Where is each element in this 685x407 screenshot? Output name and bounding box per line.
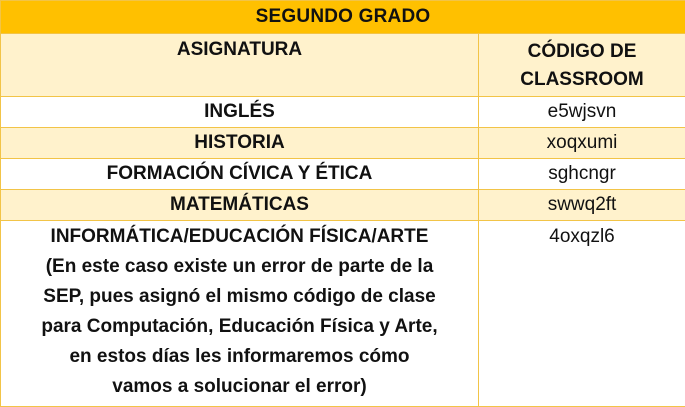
subject-cell-historia: HISTORIA (1, 128, 479, 159)
title-row (1, 1, 685, 34)
grade-title: SEGUNDO GRADO (1, 1, 685, 34)
subject-cell-informatica (1, 221, 479, 407)
code-cell-historia: xoqxumi (479, 128, 685, 159)
code-header-line-2: CLASSROOM (479, 66, 685, 94)
table-row (1, 159, 685, 190)
error-note-line-1: (En este caso existe un error de parte de la (1, 252, 478, 282)
error-note-line-3: para Computación, Educación Física y Arte, (1, 312, 478, 342)
code-cell-ingles: e5wjsvn (479, 97, 685, 128)
code-cell-informatica: 4oxqzl6 (479, 221, 685, 407)
header-row (1, 34, 685, 97)
error-note-line-4: en estos días les informaremos cómo (1, 342, 478, 372)
subject-cell-matematicas: MATEMÁTICAS (1, 190, 479, 221)
table-row (1, 221, 685, 407)
table-row (1, 128, 685, 159)
code-header-line-1: CÓDIGO DE (479, 38, 685, 66)
table-row (1, 190, 685, 221)
error-note-line-2: SEP, pues asignó el mismo código de clase (1, 282, 478, 312)
subject-column-header: ASIGNATURA (1, 34, 479, 97)
table-row (1, 97, 685, 128)
error-note-line-5: vamos a solucionar el error) (1, 372, 478, 402)
code-cell-civica: sghcngr (479, 159, 685, 190)
code-cell-matematicas: swwq2ft (479, 190, 685, 221)
code-column-header (479, 34, 685, 97)
subject-cell-civica: FORMACIÓN CÍVICA Y ÉTICA (1, 159, 479, 190)
subject-informatica-label: INFORMÁTICA/EDUCACIÓN FÍSICA/ARTE (1, 222, 478, 252)
subject-cell-ingles: INGLÉS (1, 97, 479, 128)
